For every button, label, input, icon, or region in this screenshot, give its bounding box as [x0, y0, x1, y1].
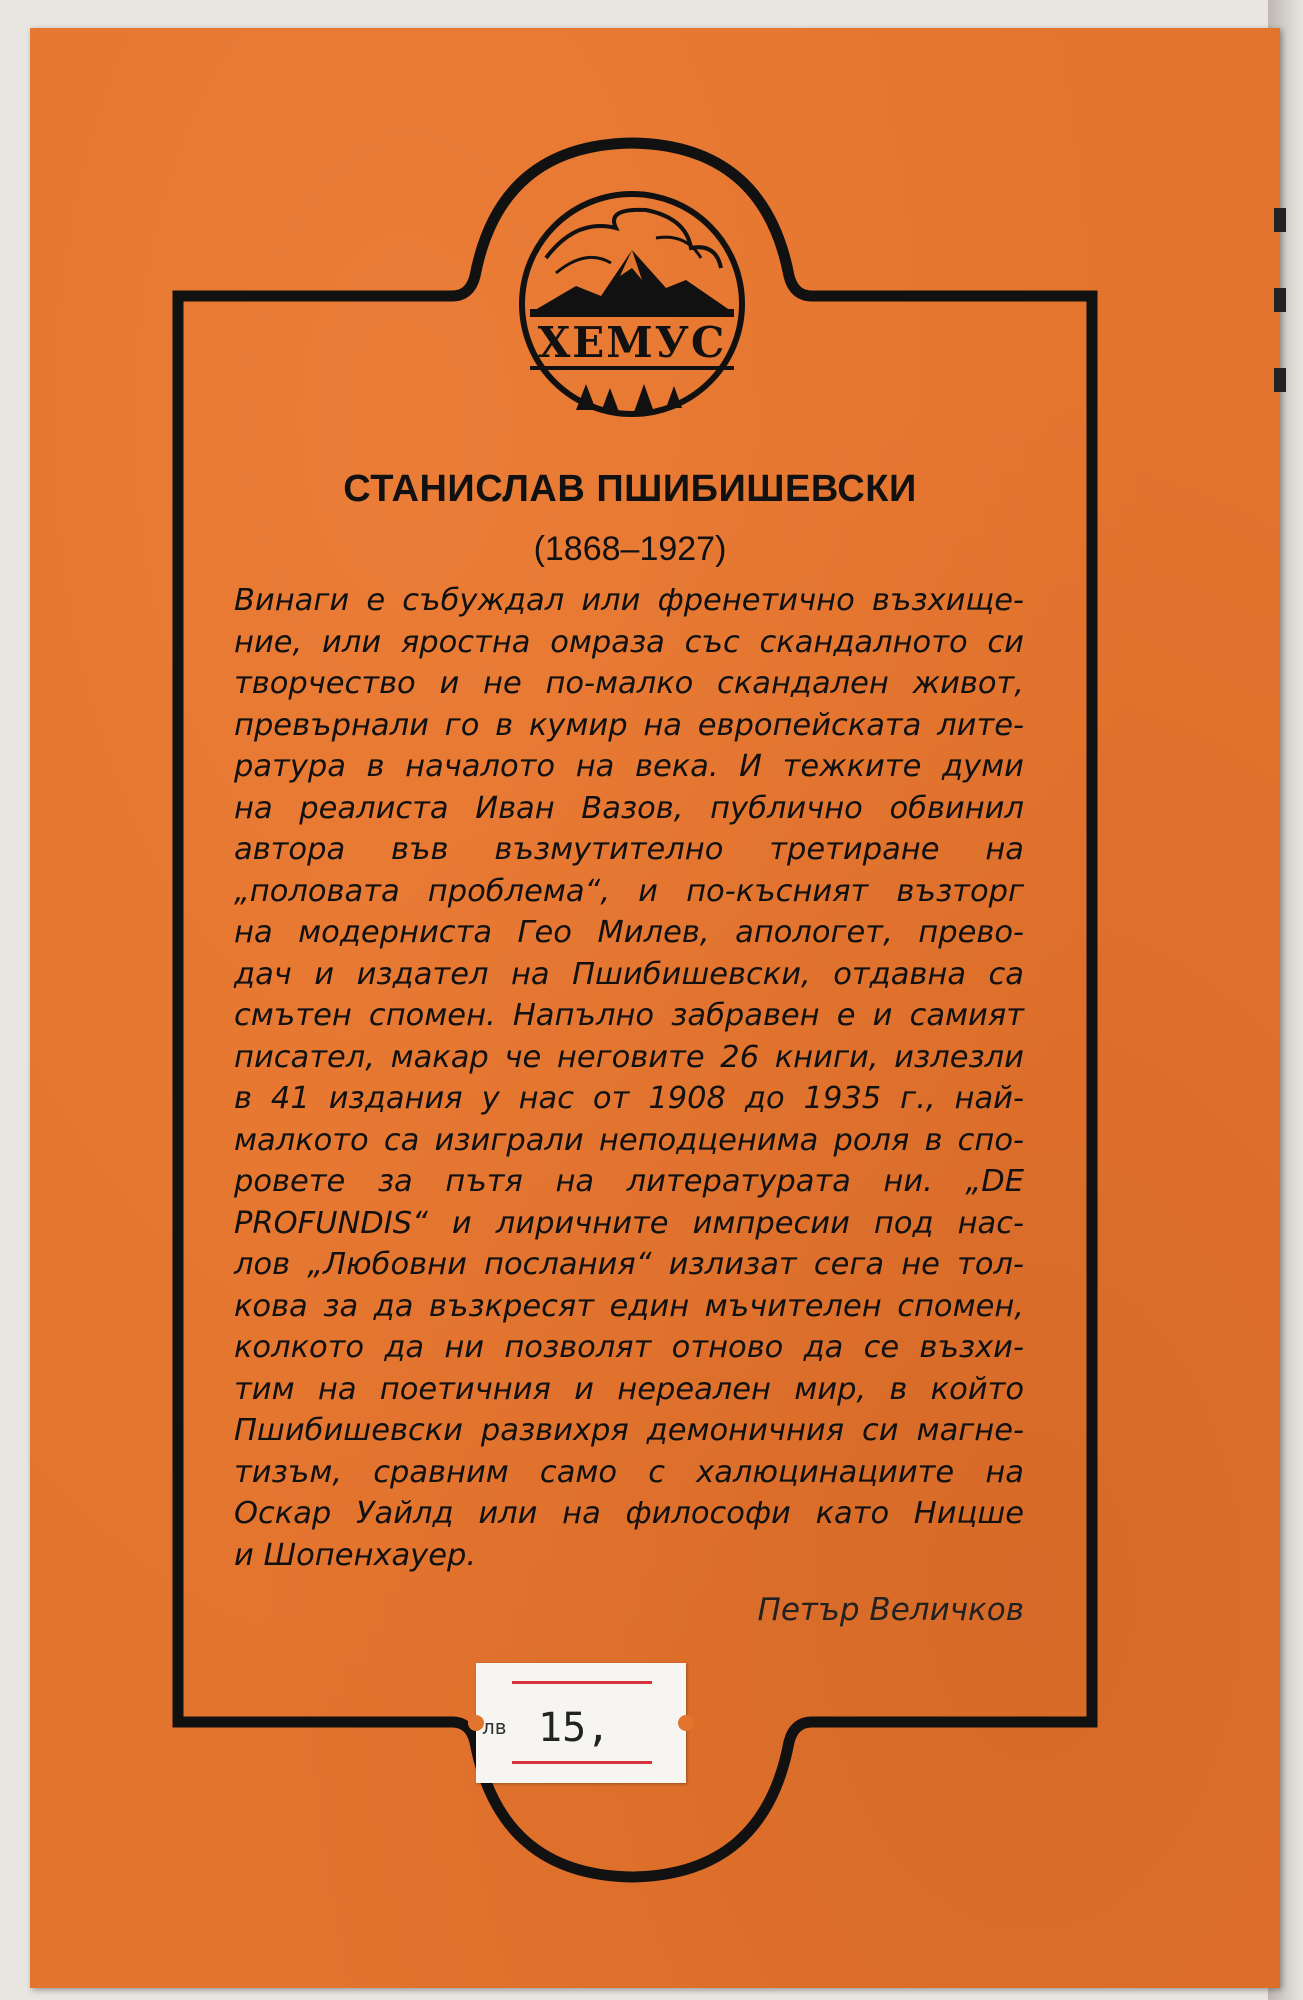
publisher-logo: [516, 188, 748, 420]
blurb-line: Оскар Уайлд или на философи като Ницше: [234, 1496, 1024, 1531]
sticker-notch-right: [678, 1715, 694, 1731]
mountain-emblem-icon: [516, 188, 748, 420]
blurb-line: колкото да ни позволят отново да се възхи-: [234, 1330, 1024, 1365]
blurb-line: PROFUNDIS“ и лиричните импресии под нас-: [234, 1205, 1024, 1241]
blurb-line: автора във възмутително третиране на: [234, 832, 1024, 867]
author-name: СТАНИСЛАВ ПШИБИШЕВСКИ: [343, 468, 917, 510]
publisher-logo-text: ХЕМУС: [537, 318, 727, 367]
blurb-line: в 41 издания у нас от 1908 до 1935 г., най-: [234, 1081, 1024, 1116]
blurb-line: на модерниста Гео Милев, апологет, прево-: [234, 915, 1024, 950]
blurb-line: дач и издател на Пшибишевски, отдавна са: [234, 956, 1024, 992]
blurb-line: Винаги е събуждал или френетично възхище-: [234, 583, 1024, 618]
blurb-line: Пшибишевски развихря демоничния си магне-: [234, 1413, 1024, 1448]
blurb-line: ние, или яростна омраза със скандалното си: [234, 624, 1024, 660]
blurb-line: превърнали го в кумир на европейската лите-: [234, 707, 1024, 743]
author-years: (1868–1927): [533, 530, 727, 568]
blurb-line: тизъм, сравним само с халюцинациите на: [234, 1454, 1024, 1490]
price-currency: лв: [482, 1715, 507, 1739]
blurb-line: на реалиста Иван Вазов, публично обвинил: [234, 790, 1024, 826]
blurb-line: смътен спомен. Напълно забравен е и самият: [234, 998, 1024, 1033]
blurb-line: и Шопенхауер.: [234, 1537, 477, 1573]
blurb-line: малкото са изиграли неподценима роля в спо-: [234, 1122, 1024, 1158]
sticker-red-line-top: [512, 1681, 652, 1684]
blurb-line: лов „Любовни послания“ излизат сега не тол-: [234, 1247, 1024, 1282]
sticker-red-line-bottom: [512, 1761, 652, 1764]
blurb-line: ровете за пътя на литературата ни. „DE: [234, 1164, 1024, 1199]
blurb-line: „половата проблема“, и по-късният възторг: [234, 873, 1024, 909]
blurb-line: творчество и не по-малко скандален живот,: [234, 666, 1024, 701]
blurb-signature: Петър Величков: [757, 1592, 1024, 1628]
blurb-text: [234, 580, 1024, 1576]
blurb-line: тим на поетичния и нереален мир, в който: [234, 1371, 1024, 1407]
blurb-line: ратура в началото на века. И тежките думи: [234, 749, 1024, 784]
blurb-line: писател, макар че неговите 26 книги, излезли: [234, 1039, 1024, 1075]
price-value: 15,: [538, 1705, 611, 1751]
blurb-line: кова за да възкресят един мъчителен спомен,: [234, 1288, 1024, 1324]
price-sticker: [476, 1663, 686, 1783]
